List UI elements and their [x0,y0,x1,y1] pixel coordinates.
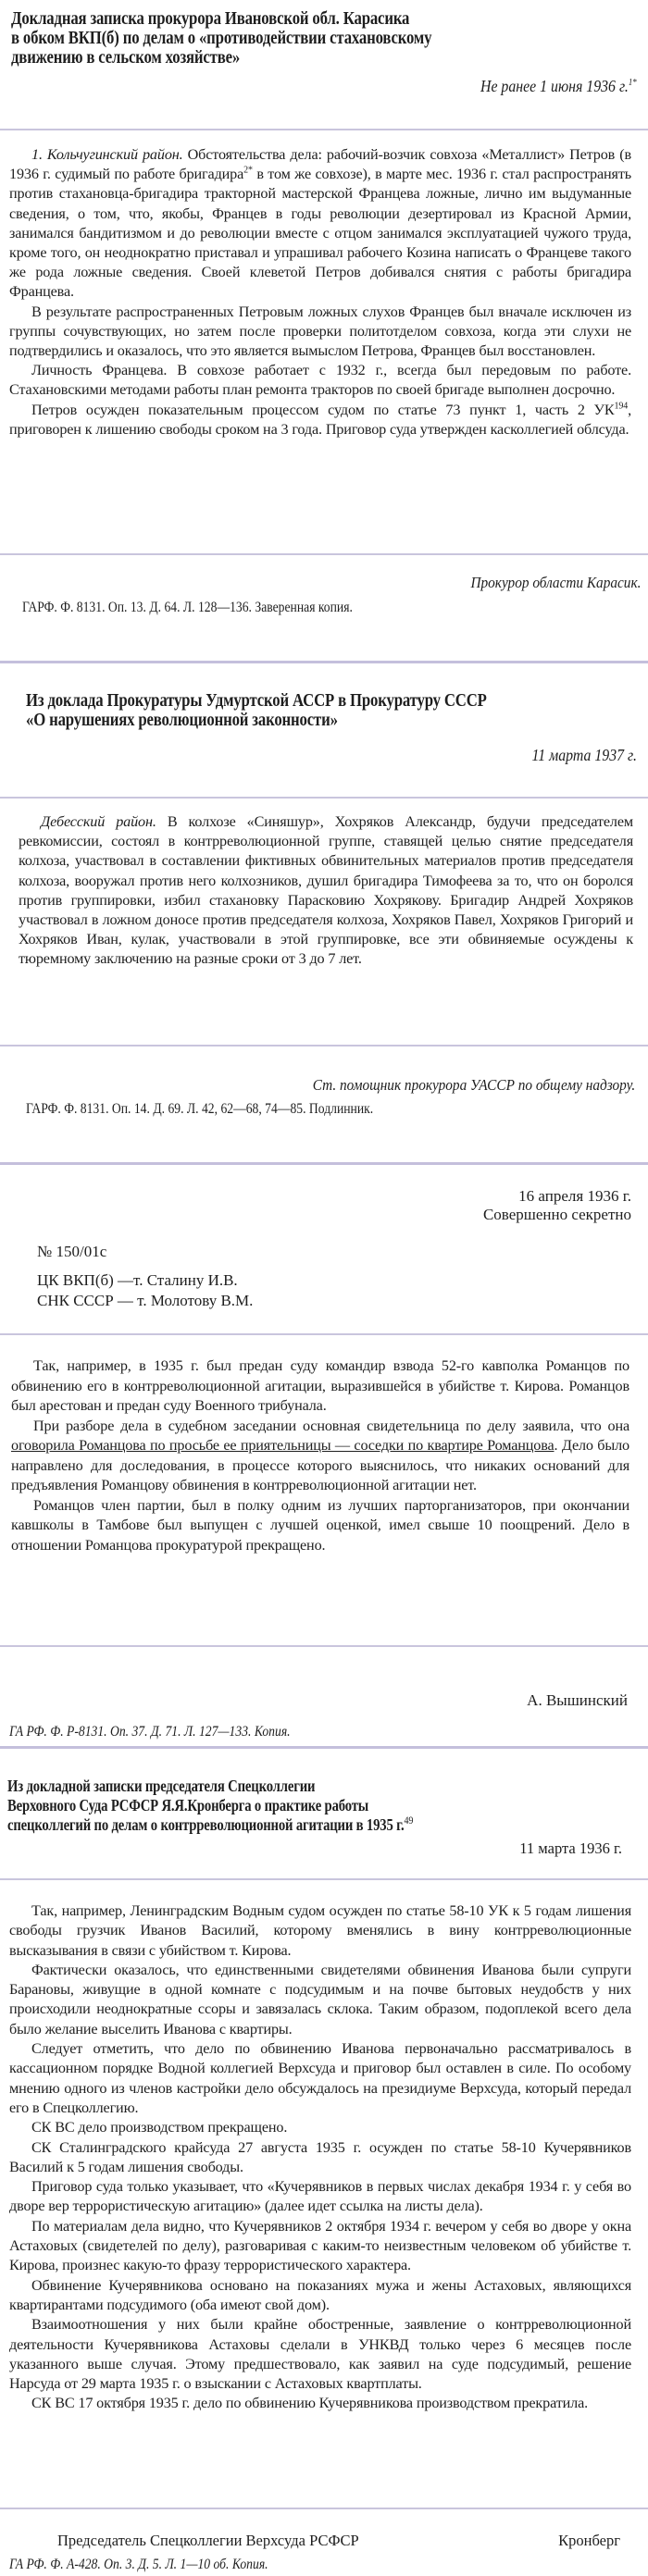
paragraph [9,401,631,440]
doc3-archive-ref: ГА РФ. Ф. Р-8131. Оп. 37. Д. 71. Л. 127—133. Копия. [9,1724,291,1740]
paragraph [11,1417,629,1496]
paragraph: СК ВС 17 октября 1935 г. дело по обвинению Кучерявникова производством прекратила. [31,2395,588,2412]
paragraph [19,812,633,970]
paragraph: СК Сталинградского крайсуда 27 августа 1935 г. осужден по статье 58-10 Кучерявников Василий к 5 годам лишения свободы. [9,2138,631,2175]
paragraph: Личность Францева. В совхозе работает с 1932 г., всегда был передовым по работе. Стахановскими методами работы план ремонта тракторов по своей бригаде выполнен досрочно. [9,362,631,399]
paragraph [9,145,631,303]
addressee: ЦК ВКП(б) —т. Сталину И.В. [37,1271,238,1289]
doc2-title-line: «О нарушениях революционной законности» [26,711,338,730]
doc1-signature: Прокурор области Карасик. [470,574,641,591]
doc2-title [26,691,567,730]
doc1-title [11,9,553,68]
divider [0,1645,648,1647]
doc4-date: 11 марта 1936 г. [519,1839,622,1857]
doc1-title-line: движению в сельском хозяйстве» [11,48,241,68]
doc4-body [9,1901,631,2414]
doc4-title-line [7,1815,536,1835]
doc4-title-line: Из докладной записки председателя Спецколлегии [7,1777,316,1795]
doc1-title-line: в обком ВКП(б) по делам о «противодействии стахановскому [11,29,432,48]
divider [0,1878,648,1880]
divider [0,1333,648,1335]
paragraph: Так, например, Ленинградским Водным судом осужден по статье 58-10 УК к 5 годам лишения свободы грузчик Иванов Василий, которому вменялись в вину контрреволюционные высказывания в связи с убийством т. Кирова. [9,1902,631,1959]
doc2-archive-ref: ГАРФ. Ф. 8131. Оп. 14. Д. 69. Л. 42, 62—68, 74—85. Подлинник. [26,1101,374,1117]
doc4-signature-name: Кронберг [558,2532,620,2549]
paragraph: Приговор суда только указывает, что «Кучерявников в первых числах декабря 1934 г. у себя во дворе вер террористическую агитацию» (далее идет ссылка на листы дела). [9,2178,631,2215]
paragraph-text: При разборе дела в судебном заседании основная свидетельница по делу заявила, что она [33,1417,629,1434]
divider [0,1045,648,1046]
paragraph: Взаимоотношения у них были крайне обостренные, заявление о контрреволюционной деятельности Кучерявникова Астаховы сделали в УНКВД только через 6 месяцев после указанного выше случая. Этому предшествовало, как заявил на суде подсудимый, решение Нарсуда от 29 марта 1935 г. о взыскании с Астаховых квартплаты. [9,2316,631,2393]
paragraph: Фактически оказалось, что единственными свидетелями обвинения Иванова были супруги Барановы, живущие в одной комнате с подсудимым и на почве бытовых неудобств у них происходили неоднократные ссоры и завязалась склока. Таким образом, подоплекой всего дела было желание выселить Иванова с квартиры. [9,1961,631,2037]
doc3-header-right [483,1187,631,1224]
doc1-date [480,77,637,96]
doc4-title-line: Верховного Суда РСФСР Я.Я.Кронберга о практике работы [7,1796,369,1814]
footnote-ref: 49 [404,1814,414,1827]
paragraph: По материалам дела видно, что Кучерявников 2 октября 1934 г. вечером у себя во дворе у окна Астаховых (свидетелей по делу), разговаривая с каким-то неизвестным человеком об убийстве т. Кирова, произнес какую-то фразу террористического характера. [9,2217,631,2274]
paragraph: Следует отметить, что дело по обвинению Иванова первоначально рассматривалось в кассационном порядке Водной коллегией Верхсуда и приговор был оставлен в силе. По особому мнению одного из членов кастройки дело обсуждалось на президиуме Верхсуда, который передал его в Спецколлегию. [9,2040,631,2116]
doc2-date: 11 марта 1937 г. [531,746,637,764]
underlined-text: оговорила Романцова по просьбе ее приятельницы — соседки по квартире Романцова [11,1437,555,1454]
doc3-addressees [37,1270,253,1311]
footnote-ref: 2* [243,165,253,176]
divider [0,1162,648,1165]
doc2-body [19,812,633,970]
doc1-title-line: Докладная записка прокурора Ивановской обл. Карасика [11,9,410,29]
doc1-body [9,145,631,440]
district-name: Дебесский район. [41,813,156,830]
doc3-secrecy: Совершенно секретно [482,1206,631,1223]
divider [0,797,648,799]
doc4-signature-title: Председатель Спецколлегии Верхсуда РСФСР [57,2532,359,2549]
paragraph-text: Петров осужден показательным процессом судом по статье 73 пункт 1, часть 2 УК [31,401,615,418]
doc3-body [11,1356,629,1555]
paragraph-text: , приговорен к лишению свободы сроком на 3 года. Приговор суда утвержден касколлегией облсуда. [9,401,631,438]
doc4-title-text: спецколлегий по делам о контрреволюционной агитации в 1935 г. [7,1815,405,1834]
doc2-signature: Ст. помощник прокурора УАССР по общему надзору. [312,1076,635,1094]
divider [0,661,648,663]
doc4-title [7,1777,536,1835]
doc3-signature: А. Вышинский [527,1691,628,1709]
doc1-archive-ref: ГАРФ. Ф. 8131. Оп. 13. Д. 64. Л. 128—136. Заверенная копия. [22,600,353,615]
paragraph-text: . Дело было направлено для доследования, в процессе которого выяснилось, что никаких оснований для предъявления Романцову обвинения в контрреволюционной агитации нет. [11,1437,629,1493]
paragraph: Так, например, в 1935 г. был предан суду командир взвода 52-го кавполка Романцов по обвинению его в контрреволюционной агитации, выразившейся в убийстве т. Кирова. Романцов был арестован и предан суду Военного трибунала. [11,1357,629,1414]
divider [0,553,648,555]
paragraph: Романцов член партии, был в полку одним из лучших парторганизаторов, при окончании кавшколы в Тамбове был выпущен с лучшей оценкой, имел свыше 10 поощрений. Дело в отношении Романцова прокуратурой прекращено. [11,1496,629,1554]
paragraph: Обвинение Кучерявникова основано на показаниях мужа и жены Астаховых, являющихся квартирантами подсудимого (оба имеют свой дом). [9,2276,631,2313]
doc3-number: № 150/01с [37,1243,107,1260]
footnote-ref: 1* [629,78,637,88]
paragraph: СК ВС дело производством прекращено. [31,2119,288,2136]
doc3-date: 16 апреля 1936 г. [518,1187,631,1205]
divider [0,2508,648,2509]
divider [0,1746,648,1749]
district-name: 1. Кольчугинский район. [31,146,183,163]
addressee: СНК СССР — т. Молотову В.М. [37,1292,254,1309]
paragraph-text: Обстоятельства дела: рабочий-возчик совхоза «Металлист» Петров (в 1936 г. судимый по работе бригадира [9,146,631,183]
doc1-date-text: Не ранее 1 июня 1936 г. [480,77,629,95]
doc2-title-line: Из доклада Прокуратуры Удмуртской АССР в Прокуратуру СССР [26,691,487,711]
paragraph: В результате распространенных Петровым ложных слухов Францев был вначале исключен из группы сочувствующих, но затем после проверки политотделом совхоза, когда эти слухи не подтвердились и оказалось, что это является вымыслом Петрова, Францев был восстановлен. [9,303,631,360]
footnote-ref: 194 [614,401,629,412]
divider [0,129,648,130]
paragraph-text: В колхозе «Синяшур», Хохряков Александр, будучи председателем ревкомиссии, состоял в контрреволюционной группе, ставящей целью снятие председателя колхоза, участвовал в составлении фиктивных обвинительных материалов против председателя колхоза, вооружал против него колхозников, душил бригадира Тимофеева за то, что он боролся против группировки, избил стахановку Парасковию Хохрякову. Бригадир Андрей Хохряков участвовал в ложном доносе против председателя колхоза, Хохряков Павел, Хохряков Григорий и Хохряков Иван, кулак, участвовали в этой группировке, все эти обвиняемые осуждены к тюремному заключению на разные сроки от 3 до 7 лет. [19,813,633,968]
doc4-archive-ref: ГА РФ. Ф. А-428. Оп. 3. Д. 5. Л. 1—10 об. Копия. [9,2557,268,2572]
paragraph-text: в том же совхозе), в марте мес. 1936 г. стал распространять против стахановца-бригадира тракторной мастерской Францева ложные, лично им выдуманные сведения, о том, что, якобы, Францев в годы революции дезертировал из Красной Армии, занимался бандитизмом и до революции вместе с отцом занимался эксплуатацией чужого труда, кроме того, он неоднократно приставал и упрашивал рабочего Козина написать о Францеве такого же рода ложные сведения. Своей клеветой Петров добивался снятия с работы бригадира Францева. [9,166,631,301]
